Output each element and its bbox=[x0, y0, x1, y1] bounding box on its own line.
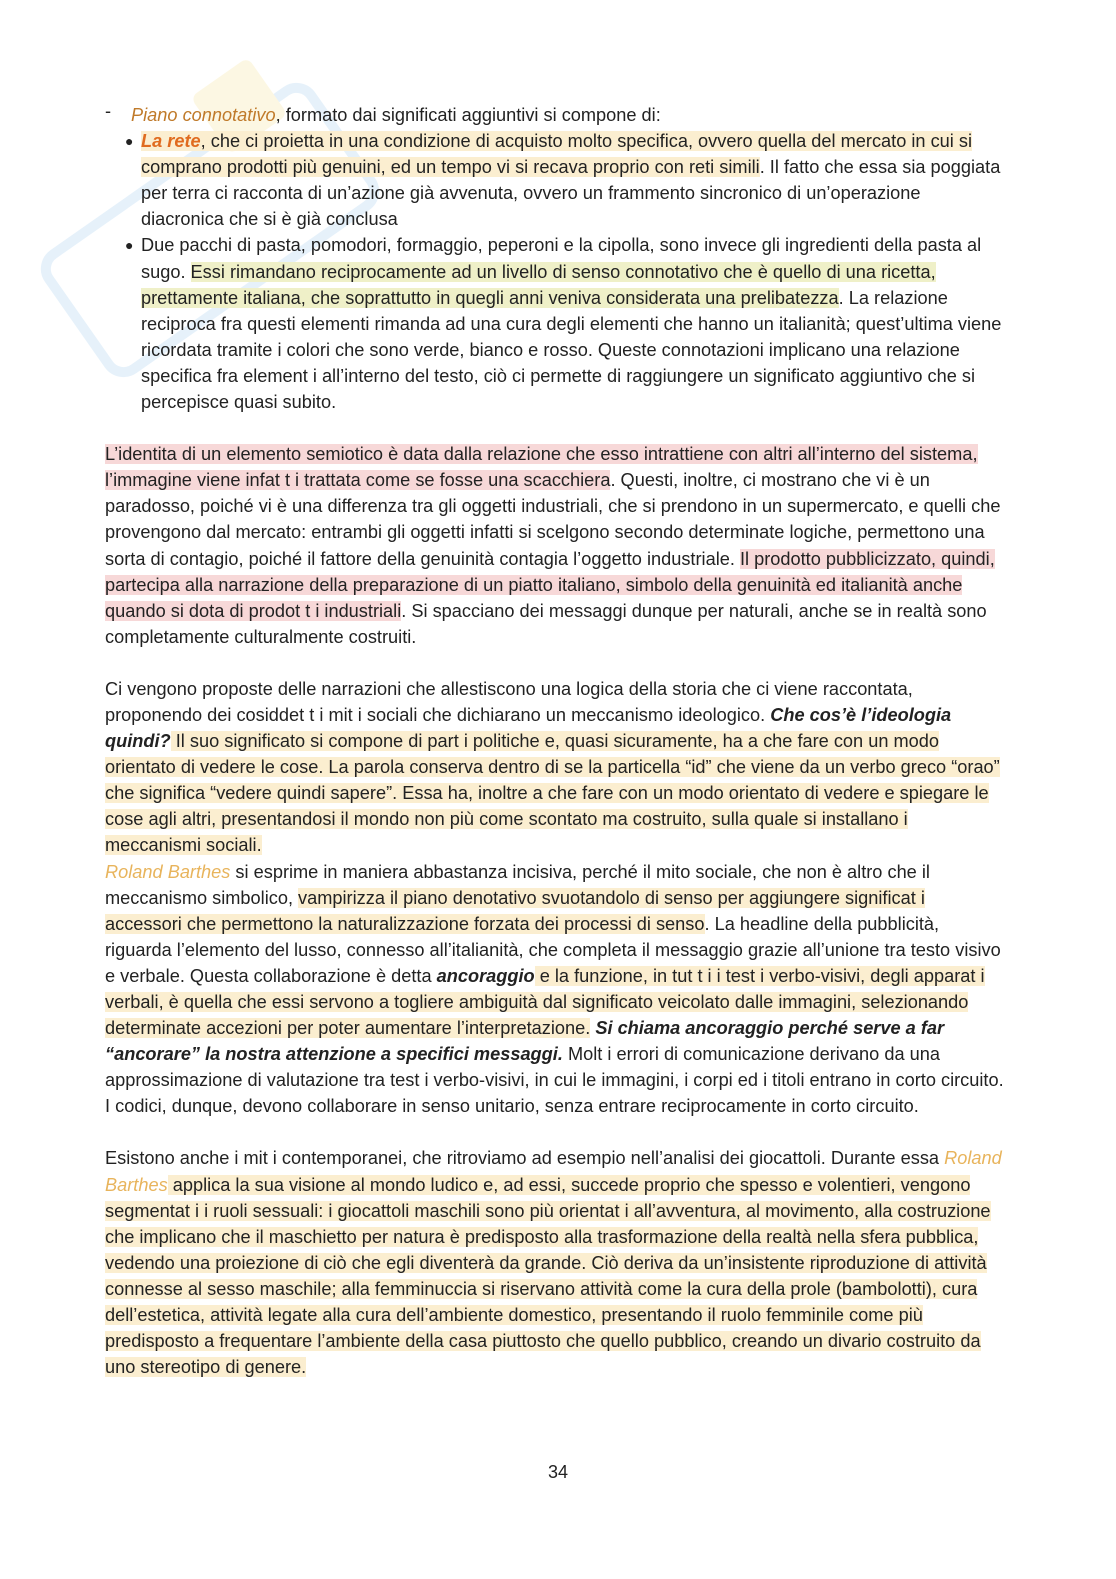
list-item bbox=[105, 128, 1005, 232]
paragraph-barthes bbox=[105, 859, 1005, 1120]
highlight-text: Essi rimandano reciprocamente ad un livello di senso connotativo che è quello di una ricetta, prettamente italiana, che soprattutto in quegli anni veniva considerata una prelibatezza bbox=[141, 261, 936, 308]
list-text: . La relazione reciproca fra questi elementi rimanda ad una cura degli elementi che hanno un italianità; quest’ultima viene ricordata tramite i colori che sono verde, bianco e rosso. Queste connotazioni implicano una relazione specifica fra element i all’interno del testo, ciò ci permette di raggiungere un significato aggiuntivo che si percepisce quasi subito. bbox=[141, 287, 1002, 413]
paragraph-toys bbox=[105, 1145, 1005, 1380]
paragraph-text: si esprime in maniera abbastanza incisiva, perché il mito sociale, che non è altro che il meccanismo simbolico, bbox=[105, 861, 930, 908]
paragraph-text: Molt i errori di comunicazione derivano da una approssimazione di valutazione tra test i verbo-visivi, in cui le immagini, i corpi ed i titoli entrano in corto circuito. I codici, dunque, devono collaborare in senso unitario, senza entrare reciprocamente in corto circuito. bbox=[105, 1044, 1004, 1117]
bullet-icon: ● bbox=[125, 133, 134, 150]
intro-text: , formato dai significati aggiuntivi si compone di: bbox=[275, 105, 661, 125]
paragraph-text: Ci vengono proposte delle narrazioni che allestiscono una logica della storia che ci viene raccontata, proponendo dei cosiddet t i mit i sociali che dichiarano un meccanismo ideologico. bbox=[105, 678, 913, 725]
bullet-icon: ● bbox=[125, 237, 134, 254]
paragraph-ideology bbox=[105, 676, 1005, 859]
highlight-text: applica la sua visione al mondo ludico e, ad essi, succede proprio che spesso e volentieri, vengono segmentat i i ruoli sessuali: i giocattoli maschili sono più orientat i all’avventura, al movimento, alla costruzione che implicano che il maschietto per natura è predisposto alla trasformazione della realtà nella sfera pubblica, vedendo una proiezione di ciò che egli diventerà da grande. Ciò deriva da un’insistente riproduzione di attività connesse al sesso maschile; alla femminuccia si riservano attività come la cura della prole (bambolotti), cura dell’estetica, attività legate alla cura dell’ambiente domestico, presentando il ruolo femminile come più predisposto a frequentare l’ambiente della casa piuttosto che quello pubblico, creando un divario costruito da uno stereotipo di genere. bbox=[105, 1174, 991, 1378]
highlight-text: L’identita di un elemento semiotico è data dalla relazione che esso intrattiene con altri all’interno del sistema, l’immagine viene infat t i trattata come se fosse una scacchiera bbox=[105, 444, 978, 491]
bold-statement: Si chiama ancoraggio perché serve a far “ancorare” la nostra attenzione a specifici messaggi. bbox=[105, 1018, 945, 1065]
term-la-rete: La rete bbox=[141, 131, 201, 152]
document-page bbox=[105, 102, 1005, 1380]
paragraph-text: . Si spacciano dei messaggi dunque per naturali, anche se in realtà sono completamente culturalmente costruiti. bbox=[105, 600, 987, 647]
list-text: Due pacchi di pasta, pomodori, formaggio, peperoni e la cipolla, sono invece gli ingredienti della pasta al sugo. bbox=[141, 235, 982, 282]
highlight-text: , che ci proietta in una condizione di acquisto molto specifica, ovvero quella del mercato in cui si comprano prodotti più genuini, ed un tempo vi si recava proprio con reti simili bbox=[141, 131, 973, 178]
page-number: 34 bbox=[547, 1462, 569, 1482]
connotative-list bbox=[105, 128, 1005, 415]
paragraph-text: . La headline della pubblicità, riguarda l’elemento del lusso, connesso all’italianità, che completa il messaggio grazie all’unione tra testo visivo e verbale. Questa collaborazione è detta bbox=[105, 913, 1001, 986]
question-heading: Che cos’è l’ideologia quindi? bbox=[105, 704, 952, 752]
author-name: Roland Barthes bbox=[105, 861, 231, 882]
paragraph-semiotic-identity bbox=[105, 441, 1005, 650]
paragraph-text: Esistono anche i mit i contemporanei, che ritroviamo ad esempio nell’analisi dei giocattoli. Durante essa bbox=[105, 1148, 945, 1169]
highlight-text: Il suo significato si compone di part i politiche e, quasi sicuramente, ha a che fare con un modo orientato di vedere le cose. La parola conserva dentro di se la particella “id” che viene da un verbo greco “orao” che significa “vedere quindi sapere”. Essa ha, inoltre a che fare con un modo orientato di vedere e spiegare le cose agli altri, presentandosi il mondo non più come scontato ma costruito, sulla quale si installano i meccanismi sociali. bbox=[105, 731, 1000, 856]
highlight-text: vampirizza il piano denotativo svuotandolo di senso per aggiungere significat i accessori che permettono la naturalizzazione forzata dei processi di senso bbox=[105, 887, 925, 934]
term-ancoraggio: ancoraggio bbox=[436, 965, 535, 986]
connotative-intro bbox=[105, 102, 1005, 128]
highlight-text: Il prodotto pubblicizzato, quindi, partecipa alla narrazione della preparazione di un piatto italiano, simbolo della genuinità ed italianità anche quando si dota di prodot t i industriali bbox=[105, 548, 995, 621]
dash-marker: - bbox=[105, 101, 112, 121]
author-name: Roland Barthes bbox=[105, 1148, 1002, 1195]
list-item bbox=[105, 232, 1005, 415]
term-piano-connotativo: Piano connotativo bbox=[131, 105, 276, 125]
list-text: . Il fatto che essa sia poggiata per terra ci racconta di un’azione già avvenuta, ovvero un frammento sincronico di un’operazione diacronica che si è già conclusa bbox=[141, 157, 1001, 230]
paragraph-text: . Questi, inoltre, ci mostrano che vi è un paradosso, poiché vi è una differenza tra gli oggetti industriali, che si prendono in un supermercato, e quelli che provengono dal mercato: entrambi gli oggetti infatti si scelgono secondo determinate logiche, permettono una sorta di contagio, poiché il fattore della genuinità contagia l’oggetto industriale. bbox=[105, 470, 1001, 569]
highlight-text: e la funzione, in tut t i i test i verbo-visivi, degli apparat i verbali, è quella che essi servono a togliere ambiguità dal significato veicolato dalle immagini, selezionando determinate accezioni per poter aumentare l’interpretazione. bbox=[105, 965, 985, 1039]
